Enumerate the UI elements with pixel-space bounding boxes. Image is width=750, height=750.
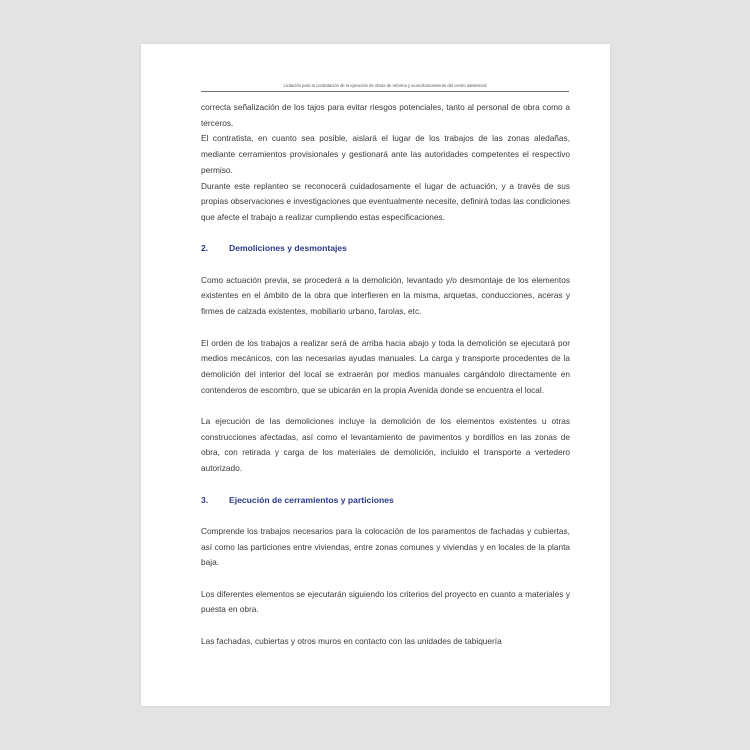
body-paragraph: El contratista, en cuanto sea posible, aislará el lugar de los trabajos de las zonas aledañas, mediante cerramientos provisionales y gestionará ante las autoridades competentes el respectivo permiso. — [201, 133, 570, 175]
spacer — [201, 477, 570, 493]
document-page — [141, 44, 610, 706]
body-paragraph: Comprende los trabajos necesarios para la colocación de los paramentos de fachadas y cubiertas, así como las particiones entre viviendas, entre zonas comunes y viviendas y en locales de la planta baja. — [201, 525, 570, 568]
spacer — [201, 398, 570, 414]
section-title: Demoliciones y desmontajes — [229, 243, 347, 254]
spacer — [201, 226, 570, 242]
spacer — [201, 571, 570, 587]
body-paragraph: Los diferentes elementos se ejecutarán siguiendo los criterios del proyecto en cuanto a materiales y puesta en obra. — [201, 588, 570, 615]
section-title: Ejecución de cerramientos y particiones — [229, 494, 394, 505]
body-paragraph: correcta señalización de los tajos para evitar riesgos potenciales, tanto al personal de obra como a terceros. — [201, 102, 570, 128]
section-heading-cerramientos — [201, 493, 570, 509]
section-number: 3. — [201, 494, 209, 505]
spacer — [201, 257, 570, 273]
body-paragraph: Durante este replanteo se reconocerá cuidadosamente el lugar de actuación, y a través de sus propias observaciones e investigaciones que eventualmente necesite, definirá todas las condiciones que afecte el trabajo a realizar cumpliendo estas especificaciones. — [201, 180, 570, 222]
body-paragraph: La ejecución de las demoliciones incluye la demolición de los elementos existentes u otras construcciones afectadas, así como el levantamiento de pavimentos y bordillos en las zonas de obra, con retirada y carga de los materiales de demolición, incluido el transporte a vertedero autorizado. — [201, 416, 570, 474]
spacer — [201, 508, 570, 524]
spacer — [201, 618, 570, 634]
body-paragraph: Como actuación previa, se procederá a la demolición, levantado y/o desmontaje de los elementos existentes en el ámbito de la obra que interfieren en la misma, arquetas, conducciones, aceras y firmes de calzada existentes, mobiliario urbano, farolas, etc. — [201, 274, 570, 317]
section-heading-demoliciones — [201, 241, 570, 257]
page-content — [201, 100, 570, 649]
header-rule — [201, 91, 569, 92]
running-header: Licitación para la contratación de la ejecución de obras de reforma y acondicionamiento del centro asistencial — [283, 83, 487, 88]
body-paragraph: El orden de los trabajos a realizar será de arriba hacia abajo y toda la demolición se ejecutará por medios mecánicos, con las necesarias ayudas manuales. La carga y transporte procedentes de la demolición del interior del local se extraerán por medios manuales cargándolo directamente en contenderos de escombro, que se ubicarán en la propia Avenida donde se encuentra el local. — [201, 337, 570, 395]
spacer — [201, 320, 570, 336]
body-paragraph: Las fachadas, cubiertas y otros muros en contacto con las unidades de tabiquería — [201, 635, 502, 646]
section-number: 2. — [201, 243, 209, 254]
